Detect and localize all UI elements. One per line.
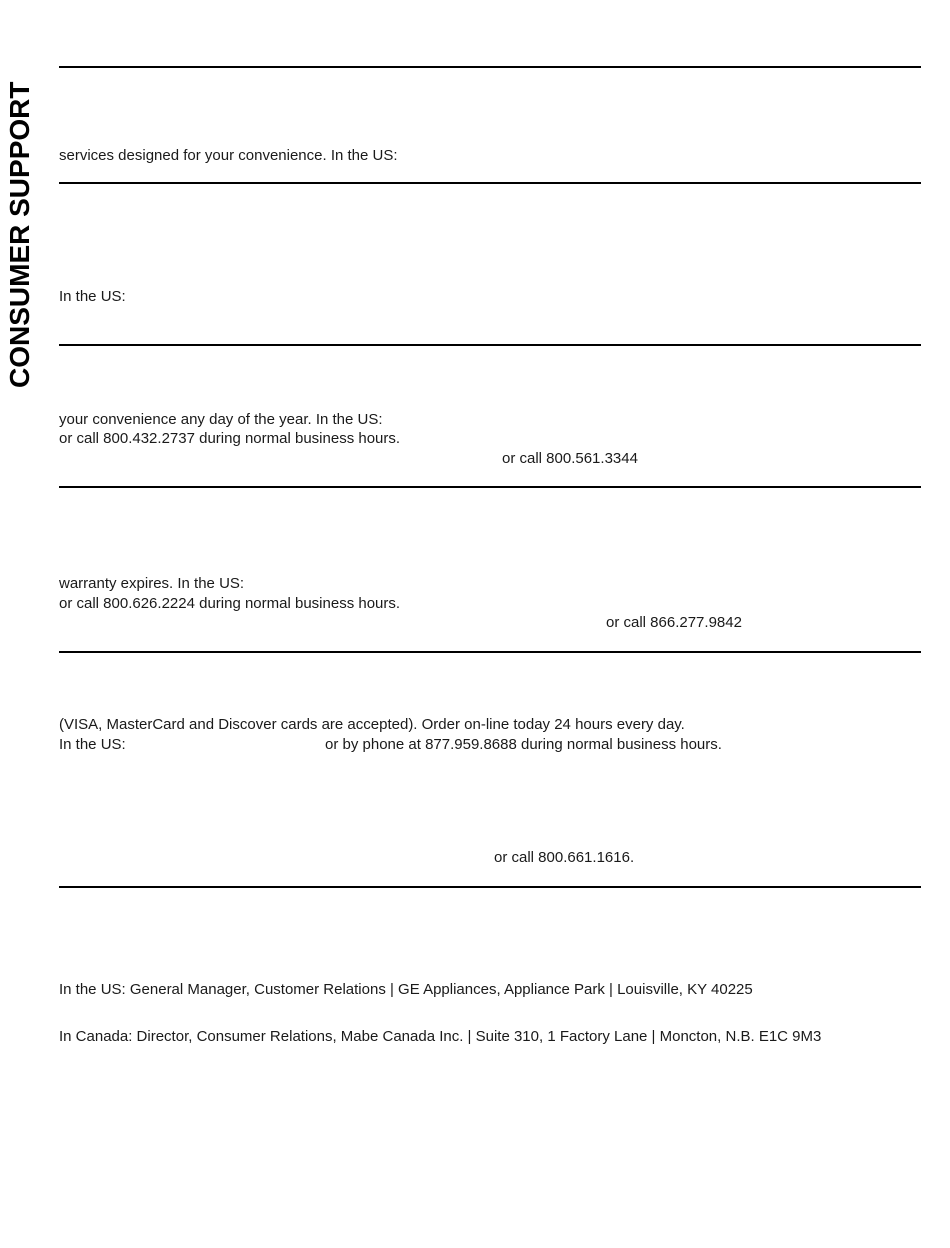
contact-us-us-address: In the US: General Manager, Customer Relations | GE Appliances, Appliance Park | Louisville, KY 40225 — [59, 981, 753, 998]
parts-accessories-us-label: In the US: — [59, 736, 126, 753]
extended-warranties-us-phone: or call 800.626.2224 during normal business hours. — [59, 595, 401, 612]
parts-accessories-us-phone: or by phone at 877.959.8688 during normal business hours. — [325, 736, 722, 753]
schedule-service-us-phone: or call 800.432.2737 during normal business hours. — [59, 430, 401, 447]
parts-accessories-canada-phone: or call 800.661.1616. — [494, 849, 635, 866]
section-divider — [59, 651, 921, 653]
contact-us-canada-address: In Canada: Director, Consumer Relations, Mabe Canada Inc. | Suite 310, 1 Factory Lane | Moncton, N.B. E1C 9M3 — [59, 1028, 822, 1045]
registration-text: In the US: — [59, 288, 126, 305]
section-divider — [59, 344, 921, 346]
extended-warranties-canada-phone: or call 866.277.9842 — [606, 614, 742, 631]
side-title-consumer-support: CONSUMER SUPPORT — [4, 81, 35, 388]
section-divider — [59, 182, 921, 184]
schedule-service-text: your convenience any day of the year. In the US: — [59, 411, 383, 428]
parts-accessories-text: (VISA, MasterCard and Discover cards are accepted). Order on-line today 24 hours every day. — [59, 716, 685, 733]
section-divider — [59, 66, 921, 68]
service-contracts-text: services designed for your convenience. In the US: — [59, 147, 398, 164]
section-divider — [59, 886, 921, 888]
schedule-service-canada-phone: or call 800.561.3344 — [502, 450, 638, 467]
extended-warranties-text: warranty expires. In the US: — [59, 575, 245, 592]
section-divider — [59, 486, 921, 488]
